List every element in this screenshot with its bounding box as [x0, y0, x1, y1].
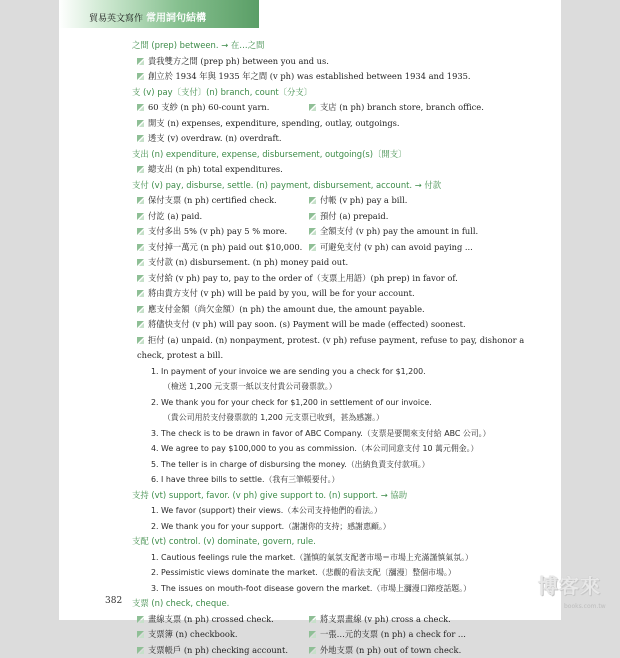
line-text: 2. Pessimistic views dominate the market.（悲觀的看法支配〔瀰漫〕整個市場。）	[151, 565, 456, 581]
entry-marker-icon	[137, 259, 144, 266]
entry-marker-icon	[137, 135, 144, 142]
entry-text: 將由貴方支付 (v ph) will be paid by you, will be for your account.	[148, 286, 415, 302]
entry-row	[59, 162, 561, 178]
entry	[137, 193, 277, 209]
entry-text: 保付支票 (n ph) certified check.	[148, 193, 277, 209]
entry-text: 總支出 (n ph) total expenditures.	[148, 162, 283, 178]
entry-marker-icon	[137, 73, 144, 80]
entry-row	[59, 255, 561, 271]
example-sentence	[59, 581, 561, 597]
entry-text: 將儘快支付 (v ph) will pay soon. (s) Payment will be made (effected) soonest.	[148, 317, 466, 333]
entry	[309, 240, 473, 256]
entry-text: 支付掉一萬元 (n ph) paid out $10,000.	[148, 240, 302, 256]
entry-text: 畫線支票 (n ph) crossed check.	[148, 612, 274, 628]
section-heading: 支出 (n) expenditure, expense, disbursement, outgoing(s)〔開支〕	[59, 147, 561, 163]
entry-pair-row	[59, 224, 561, 240]
entry-pair-row	[59, 240, 561, 256]
entry-text: 預付 (a) prepaid.	[320, 209, 388, 225]
entry	[137, 131, 281, 147]
section-heading: 支付 (v) pay, disburse, settle. (n) payment, disbursement, account. → 付款	[59, 178, 561, 194]
line-text: check, protest a bill.	[137, 348, 223, 364]
dictionary-section	[59, 596, 561, 658]
dictionary-section	[59, 534, 561, 596]
entry	[309, 627, 466, 643]
entry-marker-icon	[309, 213, 316, 220]
page-number: 382	[105, 596, 122, 606]
entry-marker-icon	[309, 104, 316, 111]
entry-marker-icon	[137, 647, 144, 654]
entry	[137, 162, 283, 178]
entry-text: 支票簿 (n) checkbook.	[148, 627, 238, 643]
watermark-url: books.com.tw	[564, 603, 606, 610]
entry-text: 外地支票 (n ph) out of town check.	[320, 643, 461, 658]
entry	[137, 271, 458, 287]
line-text: 1. Cautious feelings rule the market.（謹慎的氣氛支配著市場＝市場上充滿謹慎氣氛。）	[151, 550, 473, 566]
entry-text: 一張…元的支票 (n ph) a check for ...	[320, 627, 466, 643]
entry-marker-icon	[137, 197, 144, 204]
entry-pair-row	[59, 209, 561, 225]
entry	[137, 54, 329, 70]
entry-continuation	[59, 348, 561, 364]
entry-text: 開支 (n) expenses, expenditure, spending, outlay, outgoings.	[148, 116, 400, 132]
line-text: （貴公司用於支付發票款的 1,200 元支票已收到，甚為感謝。）	[163, 410, 384, 426]
entry-marker-icon	[137, 275, 144, 282]
book-title: 貿易英文寫作	[89, 14, 143, 24]
entry	[309, 193, 407, 209]
entry-text: 付帳 (v ph) pay a bill.	[320, 193, 407, 209]
example-sentence	[59, 550, 561, 566]
dictionary-section	[59, 38, 561, 85]
entry-text: 拒付 (a) unpaid. (n) nonpayment, protest. (v ph) refuse payment, refuse to pay, dishonor a	[148, 333, 524, 349]
entry-marker-icon	[137, 306, 144, 313]
entry-marker-icon	[137, 290, 144, 297]
running-header-text	[89, 11, 206, 27]
entry-marker-icon	[309, 197, 316, 204]
entry	[137, 627, 238, 643]
entry-text: 可避免支付 (v ph) can avoid paying ...	[320, 240, 473, 256]
entry-marker-icon	[137, 321, 144, 328]
entry-row	[59, 54, 561, 70]
entry-pair-row	[59, 643, 561, 658]
line-text: 6. I have three bills to settle.（我有三筆帳要付。）	[151, 472, 339, 488]
example-sentence	[59, 364, 561, 380]
watermark-text: 博客來	[538, 570, 601, 599]
example-translation	[59, 379, 561, 395]
entry-text: 貴我雙方之間 (prep ph) between you and us.	[148, 54, 329, 70]
entry	[137, 255, 348, 271]
entry	[137, 240, 302, 256]
entry-text: 支付多出 5% (v ph) pay 5 % more.	[148, 224, 287, 240]
entry-text: 60 支紗 (n ph) 60-count yarn.	[148, 100, 269, 116]
section-heading: 支票 (n) check, cheque.	[59, 596, 561, 612]
entry-marker-icon	[309, 228, 316, 235]
entry-text: 支店 (n ph) branch store, branch office.	[320, 100, 484, 116]
entry-marker-icon	[137, 228, 144, 235]
entry	[137, 100, 269, 116]
entry	[309, 209, 388, 225]
entry-row	[59, 333, 561, 349]
line-text: 5. The teller is in charge of disbursing the money.（出納負責支付款項。）	[151, 457, 430, 473]
entry-text: 支付款 (n) disbursement. (n ph) money paid out.	[148, 255, 348, 271]
line-text: 1. We favor (support) their views.（本公司支持他們的看法。）	[151, 503, 382, 519]
entry	[309, 612, 451, 628]
entry-marker-icon	[137, 58, 144, 65]
section-heading: 之間 (prep) between. → 在…之間	[59, 38, 561, 54]
entry	[309, 643, 461, 658]
entry-pair-row	[59, 612, 561, 628]
entry	[137, 333, 524, 349]
example-sentence	[59, 457, 561, 473]
entry-row	[59, 131, 561, 147]
entry	[137, 69, 471, 85]
entry-text: 創立於 1934 年與 1935 年之間 (v ph) was established between 1934 and 1935.	[148, 69, 471, 85]
entry	[137, 317, 466, 333]
example-sentence	[59, 503, 561, 519]
entry-marker-icon	[309, 647, 316, 654]
entry	[309, 224, 478, 240]
example-sentence	[59, 565, 561, 581]
entry-marker-icon	[137, 631, 144, 638]
entry-text: 透支 (v) overdraw. (n) overdraft.	[148, 131, 281, 147]
chapter-title: 常用詞句結構	[146, 13, 206, 24]
entry-marker-icon	[137, 616, 144, 623]
entry-marker-icon	[137, 120, 144, 127]
entry-marker-icon	[137, 166, 144, 173]
entry-row	[59, 302, 561, 318]
entry-text: 全額支付 (v ph) pay the amount in full.	[320, 224, 478, 240]
entry-marker-icon	[309, 631, 316, 638]
entry-row	[59, 69, 561, 85]
section-heading: 支配 (vt) control. (v) dominate, govern, rule.	[59, 534, 561, 550]
entry-row	[59, 116, 561, 132]
line-text: 4. We agree to pay $100,000 to you as commission.（本公司同意支付 10 萬元佣金。）	[151, 441, 478, 457]
entry-text: 支付給 (v ph) pay to, pay to the order of（支票上用語）(ph prep) in favor of.	[148, 271, 458, 287]
book-page	[59, 0, 561, 620]
line-text: （檢送 1,200 元支票一紙以支付貴公司發票款。）	[163, 379, 337, 395]
example-sentence	[59, 519, 561, 535]
line-text: 1. In payment of your invoice we are sending you a check for $1,200.	[151, 364, 426, 380]
entry	[137, 224, 287, 240]
entry	[309, 100, 484, 116]
entry	[137, 612, 274, 628]
dictionary-section	[59, 488, 561, 535]
entry	[137, 209, 202, 225]
example-sentence	[59, 472, 561, 488]
entry-marker-icon	[309, 244, 316, 251]
dictionary-section	[59, 85, 561, 147]
line-text: 2. We thank you for your support.（謝謝你的支持；感謝惠顧。）	[151, 519, 391, 535]
entry	[137, 302, 425, 318]
entry-marker-icon	[137, 244, 144, 251]
entry	[137, 116, 400, 132]
entry-marker-icon	[137, 337, 144, 344]
entry-text: 應支付金額（尚欠金額）(n ph) the amount due, the amount payable.	[148, 302, 425, 318]
entry	[137, 286, 415, 302]
entry-pair-row	[59, 627, 561, 643]
line-text: 2. We thank you for your check for $1,200 in settlement of our invoice.	[151, 395, 432, 411]
dictionary-content	[59, 38, 561, 658]
dictionary-section	[59, 178, 561, 488]
watermark-logo	[534, 566, 620, 620]
entry-marker-icon	[137, 104, 144, 111]
entry-marker-icon	[137, 213, 144, 220]
example-sentence	[59, 395, 561, 411]
section-heading: 支持 (vt) support, favor. (v ph) give support to. (n) support. → 協助	[59, 488, 561, 504]
entry-marker-icon	[309, 616, 316, 623]
dictionary-section	[59, 147, 561, 178]
entry-text: 支票帳戶 (n ph) checking account.	[148, 643, 288, 658]
example-sentence	[59, 426, 561, 442]
entry-text: 付訖 (a) paid.	[148, 209, 202, 225]
entry-pair-row	[59, 193, 561, 209]
entry-row	[59, 271, 561, 287]
entry-pair-row	[59, 100, 561, 116]
entry-text: 將支票畫線 (v ph) cross a check.	[320, 612, 451, 628]
example-sentence	[59, 441, 561, 457]
line-text: 3. The issues on mouth-foot disease govern the market.（市場上瀰漫口蹄疫話題。）	[151, 581, 471, 597]
entry	[137, 643, 288, 658]
entry-row	[59, 286, 561, 302]
entry-row	[59, 317, 561, 333]
example-translation	[59, 410, 561, 426]
line-text: 3. The check is to be drawn in favor of ABC Company.（支票是要開來支付給 ABC 公司。）	[151, 426, 491, 442]
section-heading: 支 (v) pay〔支付〕(n) branch, count〔分支〕	[59, 85, 561, 101]
